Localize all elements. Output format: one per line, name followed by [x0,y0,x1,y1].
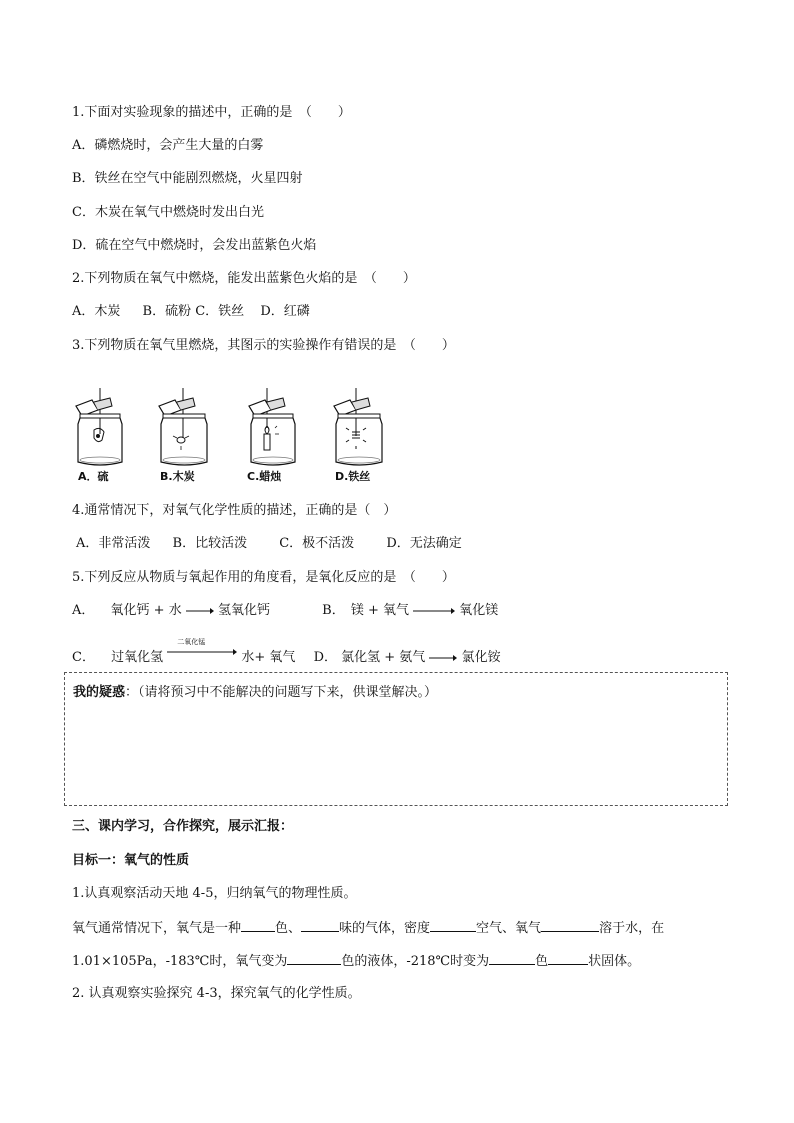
q5-a-reactants: 氧化钙 + 水 [110,603,182,618]
q2-option-c: C．铁丝 [195,304,245,319]
figure-label-c: C.蜡烛 [247,470,282,483]
q5-label-b: B． [322,603,345,618]
blank-density[interactable] [430,918,476,932]
figure-label-a: A．硫 [78,470,109,483]
q1-option-a: A．磷燃烧时，会产生大量的白雾 [72,138,264,153]
q2-stem: 2.下列物质在氧气中燃烧，能发出蓝紫色火焰的是 （ ） [72,271,416,286]
fill1-text-3: 味的气体，密度 [339,921,431,936]
blank-solubility[interactable] [541,918,599,932]
notes-title: 我的疑惑 [73,685,126,700]
blank-color[interactable] [241,918,275,932]
q4-option-d: D．无法确定 [386,536,462,551]
blank-solid-shape[interactable] [548,951,588,965]
notes-box[interactable] [64,672,728,806]
q2-option-d: D．红磷 [260,304,310,319]
q5-c-reactants: 过氧化氢 [111,650,164,665]
q1-option-d: D．硫在空气中燃烧时，会发出蓝紫色火焰 [72,238,317,253]
q5-c-products: 水+ 氧气 [241,650,296,665]
fill2-text-4: 状固体。 [588,954,641,969]
q5-b-products: 氧化镁 [459,603,499,618]
q5-label-d: D． [313,650,337,665]
q5-a-products: 氢氧化钙 [217,603,270,618]
q4-options [76,535,462,553]
blank-smell[interactable] [301,918,339,932]
q1-option-b: B．铁丝在空气中能剧烈燃烧，火星四射 [72,171,303,186]
blank-solid-color[interactable] [489,951,535,965]
section3-item1: 1.认真观察活动天地 4-5，归纳氧气的物理性质。 [72,886,357,901]
jar-charcoal-figure [155,388,215,468]
notes-instruction: ：（请将预习中不能解决的问题写下来，供课堂解决。） [125,685,438,700]
catalyst-label: 二氧化锰 [177,638,206,646]
fill-line-2 [72,951,640,971]
q2-option-a: A．木炭 [72,304,121,319]
q1-stem: 1.下面对实验现象的描述中，正确的是 （ ） [72,105,351,120]
q5-d-products: 氯化铵 [461,650,501,665]
q5-reaction-ab [72,602,498,620]
jar-sulfur-figure [70,388,130,468]
q5-b-reactants: 镁 + 氧气 [350,603,410,618]
figure-label-d: D.铁丝 [335,470,371,483]
q5-d-reactants: 氯化氢 + 氨气 [341,650,426,665]
jar-candle-figure [243,388,303,468]
notes-prompt [73,681,437,700]
section3-goal: 目标一：氧气的性质 [72,853,190,868]
fill2-text-2: 色的液体，-218℃时变为 [341,954,490,969]
q4-option-b: B．比较活泼 [172,536,248,551]
section3-heading: 三、课内学习，合作探究，展示汇报： [72,819,294,834]
blank-liquid-color[interactable] [287,951,341,965]
q4-stem: 4.通常情况下，对氧气化学性质的描述，正确的是（ ） [72,503,397,518]
q5-reaction-cd [72,638,501,667]
q4-option-a: A．非常活泼 [76,536,151,551]
q4-option-c: C．极不活泼 [279,536,355,551]
q3-stem: 3.下列物质在氧气里燃烧，其图示的实验操作有错误的是 （ ） [72,338,455,353]
figure-label-b: B.木炭 [160,470,195,483]
section3-item2: 2. 认真观察实验探究 4-3，探究氧气的化学性质。 [72,986,361,1001]
reaction-arrow-icon [167,647,237,657]
catalyst-arrow [167,638,237,661]
fill1-text-5: 溶于水，在 [599,921,665,936]
q1-option-c: C．木炭在氧气中燃烧时发出白光 [72,205,264,220]
fill1-text-1: 氧气通常情况下，氧气是一种 [72,921,242,936]
reaction-arrow-icon [429,653,457,663]
reaction-arrow-icon [186,606,214,616]
fill1-text-4: 空气、氧气 [476,921,542,936]
fill2-text-1: 1.01×105Pa，-183℃时，氧气变为 [72,954,288,969]
fill1-text-2: 色、 [275,921,302,936]
fill-line-1 [72,918,664,938]
q5-label-c: C． [72,650,95,665]
q2-options [72,303,310,321]
reaction-arrow-icon [413,606,455,616]
q5-label-a: A． [72,603,95,618]
fill2-text-3: 色 [535,954,549,969]
jar-iron-wire-figure [330,388,390,468]
q2-option-b: B．硫粉 [142,304,192,319]
q5-stem: 5.下列反应从物质与氧起作用的角度看，是氧化反应的是 （ ） [72,570,455,585]
